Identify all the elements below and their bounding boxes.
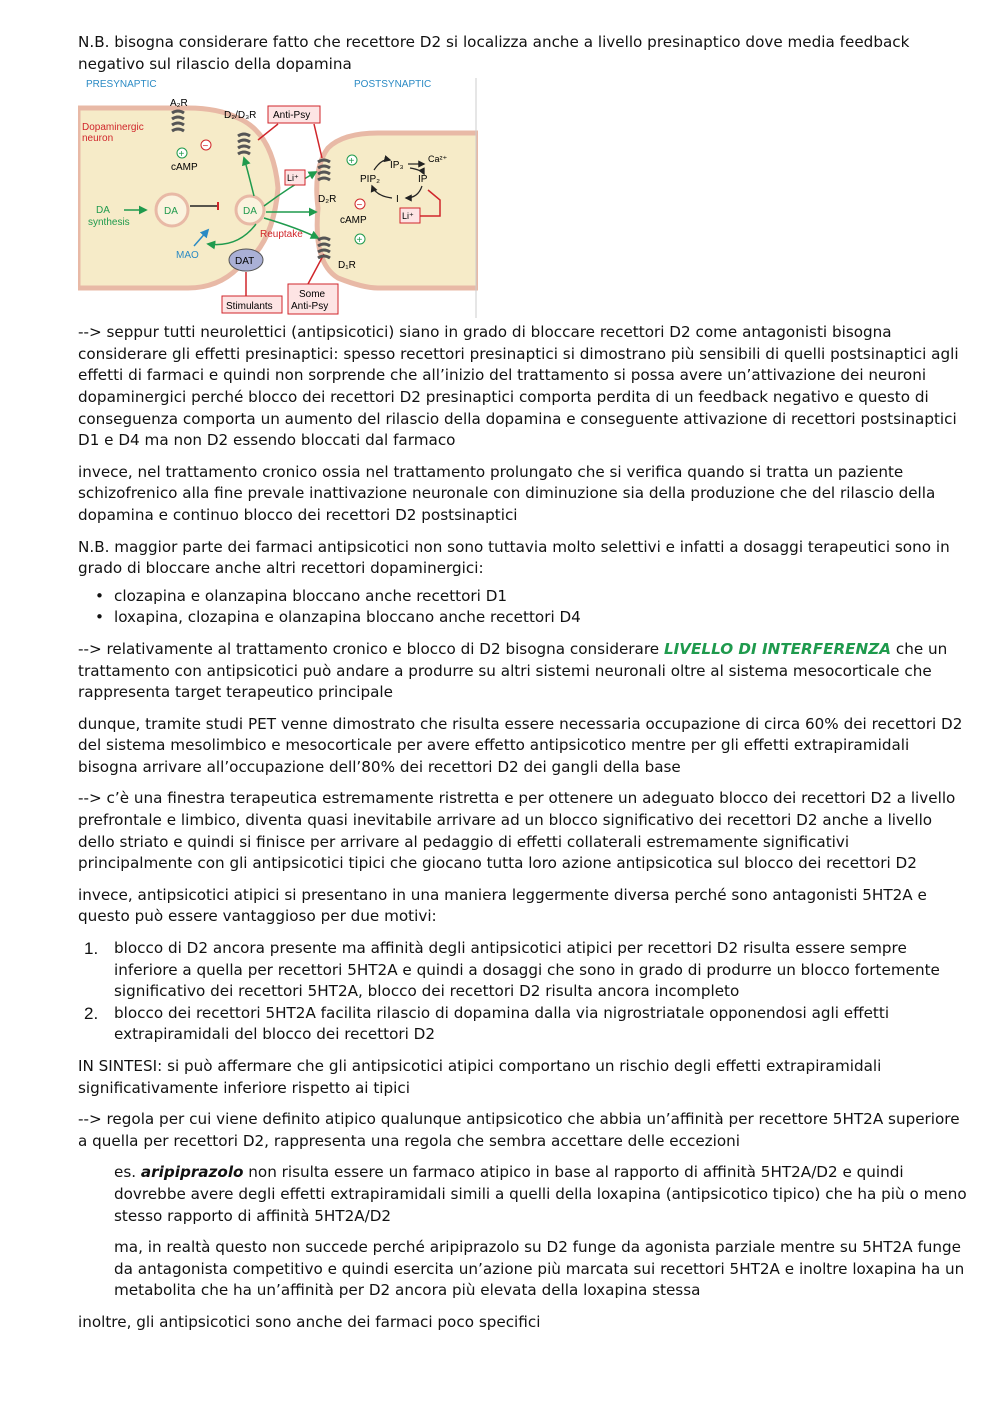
- paragraph-therapeutic-window: --> c’è una finestra terapeutica estremamente ristretta e per ottenere un adeguato blocco dei recettori D2 a livello prefrontale e limbico, diventa quasi inevitabile arrivare ad un blocco significativo dei recettori D2 anche a livello dello striato e quindi si finisce per arrivare al pedaggio di effetti collaterali estremamente significativi principalmente con gli antipsicotici tipici che giocano tutta loro azione antipsicotica sul blocco dei recettori D2: [78, 789, 956, 873]
- some-anti-psy-2: Anti-Psy: [291, 301, 329, 313]
- plus-sign-post-top: +: [348, 156, 355, 168]
- stimulants-label: Stimulants: [226, 301, 273, 313]
- da-synthesis-1: DA: [96, 205, 110, 217]
- d2r-label: D₂R: [318, 194, 337, 206]
- paragraph-atypical-rule: --> regola per cui viene definito atipico qualunque antipsicotico che abbia un’affinità per recettore 5HT2A superiore a quella per recettori D2, rappresenta una regola che sembra accettare delle eccezioni: [78, 1110, 960, 1150]
- li-label-cleft: Li⁺: [287, 173, 299, 184]
- synapse-diagram: [78, 78, 478, 318]
- minus-sign-post: −: [356, 200, 363, 212]
- paragraph-pet-studies: dunque, tramite studi PET venne dimostrato che risulta essere necessaria occupazione di circa 60% dei recettori D2 del sistema mesolimbico e mesocorticale per avere effetto antipsicotico mentre per gli effetti extrapiramidali bisogna arrivare all’occupazione dell’80% dei recettori D2 dei gangli della base: [78, 714, 963, 776]
- receptor-bullet-list: [78, 586, 968, 629]
- neuron-label-1: Dopaminergic: [82, 122, 144, 134]
- da-vesicle-label: DA: [164, 206, 178, 218]
- d2d3r-label: D₂/D₃R: [224, 110, 257, 122]
- aripiprazole-emphasis: aripiprazolo: [140, 1163, 244, 1182]
- plus-sign-post-bottom: +: [356, 235, 363, 247]
- dopamine-synapse-figure: [78, 78, 478, 318]
- paragraph-chronic-treatment: invece, nel trattamento cronico ossia nel trattamento prolungato che si verifica quando si tratta un paziente schizofrenico alla fine prevale inattivazione neuronale con diminuzione sia della produzione che del rilascio della dopamina e continuo blocco dei recettori D2 postsinaptici: [78, 462, 936, 524]
- d1r-label: D₁R: [338, 260, 356, 272]
- paragraph-interference-level: --> relativamente al trattamento cronico e blocco di D2 bisogna considerare LIVELLO DI INTERFERENZA che un trattamento con antipsicotici può andare a produrre su altri sistemi neuronali oltre al sistema mesocorticale che rappresenta target terapeutico principale: [78, 639, 948, 702]
- minus-sign-pre: −: [202, 141, 209, 153]
- paragraph-presynaptic-effects: --> seppur tutti neurolettici (antipsicotici) siano in grado di bloccare recettori D2 come antagonisti bisogna considerare gli effetti presinaptici: spesso recettori presinaptici si dimostrano più sensibili di quelli postsinaptici agli effetti di farmaci e quindi non sorprende che all’inizio del trattamento si possa avere un’attivazione dei neuroni dopaminergici perché blocco dei recettori D2 presinaptici comporta perdita di un feedback negativo e questo di conseguenza comporta un aumento del rilascio della dopamina e conseguente attivazione di recettori postsinaptici D1 e D4 ma non D2 essendo bloccati dal farmaco: [78, 323, 959, 450]
- mao-label: MAO: [176, 250, 199, 262]
- some-anti-psy-1: Some: [299, 289, 326, 301]
- ip3-label: IP₃: [390, 160, 404, 172]
- neuron-label-2: neuron: [82, 133, 114, 145]
- i-label: I: [396, 194, 399, 206]
- reuptake-label: Reuptake: [260, 229, 303, 241]
- anti-psy-label: Anti-Psy: [273, 110, 311, 122]
- paragraph-summary: IN SINTESI: si può affermare che gli antipsicotici atipici comportano un rischio degli effetti extrapiramidali significativamente inferiore rispetto ai tipici: [78, 1057, 882, 1097]
- paragraph-selectivity-note: N.B. maggior parte dei farmaci antipsicotici non sono tuttavia molto selettivi e infatti a dosaggi terapeutici sono in grado di bloccare anche altri recettori dopaminergici:: [78, 537, 950, 578]
- list-item: 1. blocco di D2 ancora presente ma affinità degli antipsicotici atipici per recettori D2 risulta essere sempre inferiore a quella per recettori 5HT2A e quindi a dosaggi che sono in grado di produrre un blocco fortemente significativo dei recettori 5HT2A, blocco dei recettori D2 risulta ancora incompleto: [84, 939, 940, 1001]
- paragraph-aripiprazole-explanation: ma, in realtà questo non succede perché aripiprazolo su D2 funge da agonista parziale mentre su 5HT2A funge da antagonista competitivo e quindi esercita un’azione più marcata sui recettori 5HT2A e inoltre loxapina ha un metabolita che ha un’affinità per D2 ancora più elevata della loxapina stessa: [114, 1238, 965, 1300]
- paragraph-aripiprazole-example: es. aripiprazolo non risulta essere un farmaco atipico in base al rapporto di affinità 5HT2A/D2 e quindi dovrebbe avere degli effetti extrapiramidali simili a quelli della loxapina (antipsicotico tipico) che ha più o meno stesso rapporto di affinità 5HT2A/D2: [114, 1163, 967, 1225]
- paragraph-atypical-antipsychotics: invece, antipsicotici atipici si presentano in una maniera leggermente diversa perché sono antagonisti 5HT2A e questo può essere vantaggioso per due motivi:: [78, 885, 927, 926]
- camp-pre: cAMP: [171, 162, 198, 174]
- reasons-numbered-list: [78, 938, 968, 1046]
- paragraph-low-specificity: inoltre, gli antipsicotici sono anche dei farmaci poco specifici: [78, 1312, 541, 1331]
- da-cleft-label: DA: [243, 206, 257, 218]
- li-label-post: Li⁺: [402, 211, 414, 222]
- presynaptic-label: PRESYNAPTIC: [86, 79, 157, 91]
- plus-sign-pre: +: [178, 149, 185, 161]
- intro-note: N.B. bisogna considerare fatto che recettore D2 si localizza anche a livello presinaptico dove media feedback negativo sul rilascio della dopamina: [78, 33, 910, 73]
- list-item: • clozapina e olanzapina bloccano anche recettori D1: [95, 586, 508, 605]
- document-body: [78, 32, 968, 1344]
- da-synthesis-2: synthesis: [88, 217, 130, 229]
- list-item: 2. blocco dei recettori 5HT2A facilita rilascio di dopamina dalla via nigrostriatale opponendosi agli effetti extrapiramidali del blocco dei recettori D2: [84, 1003, 890, 1044]
- interference-emphasis: LIVELLO DI INTERFERENZA: [663, 639, 892, 658]
- a2r-label: A₂R: [170, 98, 188, 110]
- dat-label: DAT: [235, 256, 255, 268]
- ip-label: IP: [418, 174, 428, 186]
- camp-post: cAMP: [340, 215, 367, 227]
- pip2-label: PIP₂: [360, 174, 380, 186]
- postsynaptic-label: POSTSYNAPTIC: [354, 79, 432, 91]
- ca-label: Ca²⁺: [428, 154, 448, 165]
- list-item: • loxapina, clozapina e olanzapina bloccano anche recettori D4: [95, 608, 581, 627]
